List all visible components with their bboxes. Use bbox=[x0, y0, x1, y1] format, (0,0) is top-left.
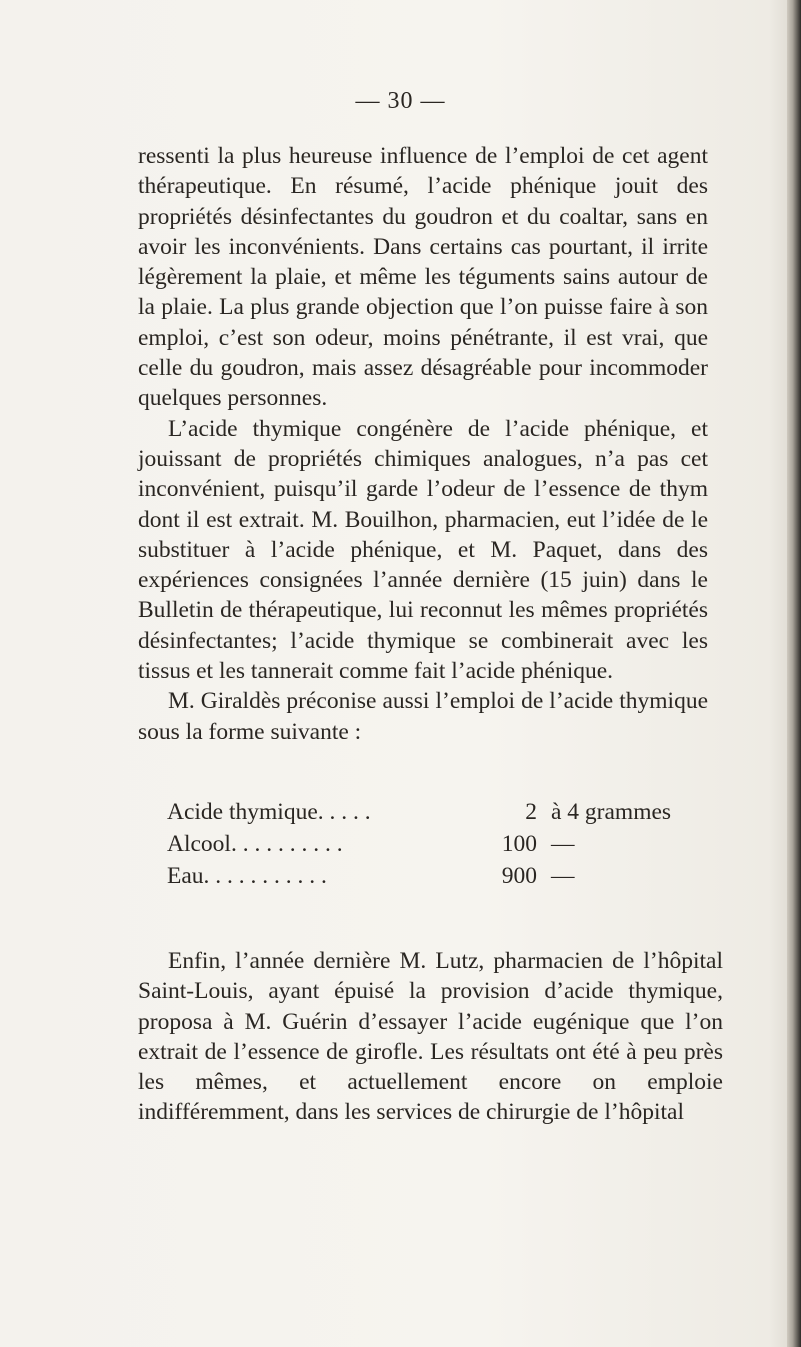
ingredient-name: Eau. . . . . . . . . . . bbox=[167, 863, 327, 889]
closing-text bbox=[138, 946, 723, 1128]
paragraph-2: L’acide thymique congénère de l’acide phénique, et jouissant de propriétés chimiques analogues, n’a pas cet inconvénient, puisqu’il garde l’odeur de l’essence de thym dont il est extrait. M. Bouilhon, pharmacien, eut l’idée de le substituer à l’acide phénique, et M. Paquet, dans des expériences consignées l’année dernière (15 juin) dans le Bulletin de thérapeutique, lui reconnut les mêmes propriétés désinfectantes; l’acide thymique se combinerait avec les tissus et les tannerait comme fait l’acide phénique. bbox=[138, 415, 708, 685]
recipe-row bbox=[167, 796, 727, 828]
ingredient-unit: — bbox=[551, 863, 575, 889]
paragraph-1: ressenti la plus heureuse influence de l’emploi de cet agent thérapeutique. En résumé, l’acide phénique jouit des propriétés désinfectantes du goudron et du coaltar, sans en avoir les inconvénients. Dans certains cas pourtant, il irrite légèrement la plaie, et même les téguments sains autour de la plaie. La plus grande objection que l’on puisse faire à son emploi, c’est son odeur, moins pénétrante, il est vrai, que celle du goudron, mais assez désagréable pour incommoder quelques personnes. bbox=[138, 143, 708, 412]
page-number: — 30 — bbox=[355, 88, 446, 114]
ingredient-name: Acide thymique. . . . . bbox=[167, 799, 371, 825]
recipe-list bbox=[167, 796, 727, 892]
paragraph-4: Enfin, l’année dernière M. Lutz, pharmacien de l’hôpital Saint-Louis, ayant épuisé la provision d’acide thymique, proposa à M. Guérin d’essayer l’acide eugénique que l’on extrait de l’essence de girofle. Les résultats ont été à peu près les mêmes, et actuellement encore on emploie indifféremment, dans les services de chirurgie de l’hôpital bbox=[138, 948, 723, 1126]
recipe-row bbox=[167, 828, 727, 860]
ingredient-unit: — bbox=[551, 831, 575, 857]
page-edge-shadow bbox=[787, 0, 801, 1347]
main-text bbox=[138, 141, 708, 747]
ingredient-quantity: 2 bbox=[525, 799, 537, 825]
ingredient-unit: à 4 grammes bbox=[551, 799, 672, 825]
ingredient-name: Alcool. . . . . . . . . . bbox=[167, 831, 343, 857]
ingredient-quantity: 900 bbox=[501, 863, 537, 889]
ingredient-quantity: 100 bbox=[501, 831, 537, 857]
recipe-row bbox=[167, 860, 727, 892]
paragraph-3: M. Giraldès préconise aussi l’emploi de l’acide thymique sous la forme suivante : bbox=[138, 688, 708, 745]
